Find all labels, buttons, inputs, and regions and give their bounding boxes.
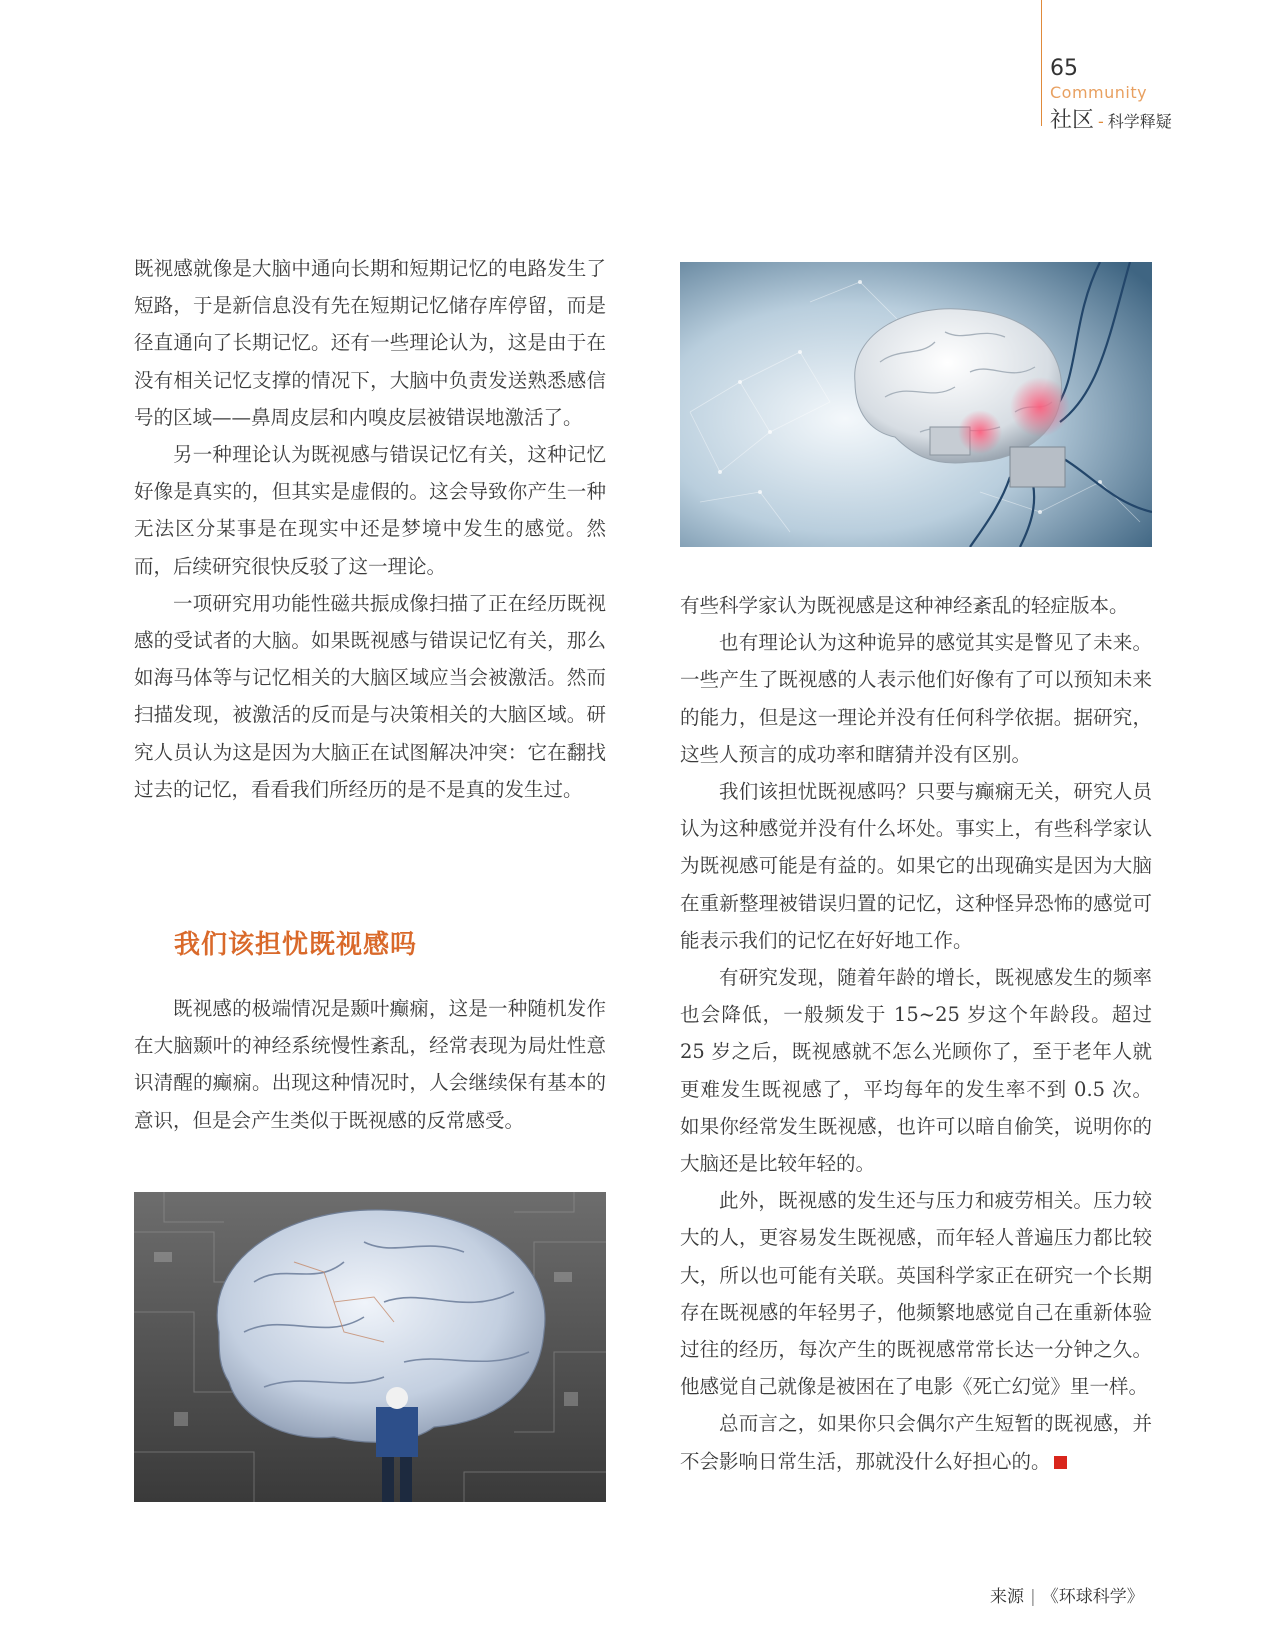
paragraph: 既视感的极端情况是颞叶癫痫，这是一种随机发作在大脑颞叶的神经系统慢性紊乱，经常表现为局灶性意识清醒的癫痫。出现这种情况时，人会继续保有基本的意识，但是会产生类似于既视感的反常感受。 [134,997,606,1132]
paragraph: 我们该担忧既视感吗？只要与癫痫无关，研究人员认为这种感觉并没有什么坏处。事实上，有些科学家认为既视感可能是有益的。如果它的出现确实是因为大脑在重新整理被错误归置的记忆，这种怪异恐怖的感觉可能表示我们的记忆在好好地工作。 [680,780,1152,952]
source-separator: | [1030,1587,1036,1607]
section-subtitle: 科学释疑 [1107,112,1172,131]
section-name-zh: 社区 [1050,108,1095,133]
article-subheading: 我们该担忧既视感吗 [174,930,418,960]
section-dash: - [1098,112,1104,131]
paragraph-final-text: 总而言之，如果你只会偶尔产生短暂的既视感，并不会影响日常生活，那就没什么好担心的。 [680,1412,1152,1473]
paragraph: 既视感就像是大脑中通向长期和短期记忆的电路发生了短路，于是新信息没有先在短期记忆储存库停留，而是径直通向了长期记忆。还有一些理论认为，这是由于在没有相关记忆支撑的情况下，大脑中负责发送熟悉感信号的区域——鼻周皮层和内嗅皮层被错误地激活了。 [134,257,606,429]
paragraph: 也有理论认为这种诡异的感觉其实是瞥见了未来。一些产生了既视感的人表示他们好像有了可以预知未来的能力，但是这一理论并没有任何科学依据。据研究，这些人预言的成功率和瞎猜并没有区别。 [680,631,1152,766]
paragraph: 有研究发现，随着年龄的增长，既视感发生的频率也会降低，一般频发于 15~25 岁这个年龄段。超过 25 岁之后，既视感就不怎么光顾你了，至于老年人就更难发生既视感了，平均每年的发生率不到 0.5 次。如果你经常发生既视感，也许可以暗自偷笑，说明你的大脑还是比较年轻的。 [680,966,1152,1176]
left-column-text-after-heading [134,990,606,1139]
right-column-text [680,587,1152,1480]
paragraph: 一项研究用功能性磁共振成像扫描了正在经历既视感的受试者的大脑。如果既视感与错误记忆有关，那么如海马体等与记忆相关的大脑区域应当会被激活。然而扫描发现，被激活的反而是与决策相关的大脑区域。研究人员认为这是因为大脑正在试图解决冲突：它在翻找过去的记忆，看看我们所经历的是不是真的发生过。 [134,591,606,801]
source-credit [990,1582,1144,1607]
section-name-en: Community [1050,83,1148,102]
brain-worker-image [134,1192,606,1502]
source-value: 《环球科学》 [1041,1587,1144,1607]
header-divider [1041,0,1042,126]
paragraph-final [680,1405,1152,1479]
paragraph: 此外，既视感的发生还与压力和疲劳相关。压力较大的人，更容易发生既视感，而年轻人普遍压力都比较大，所以也可能有关联。英国科学家正在研究一个长期存在既视感的年轻男子，他频繁地感觉自己在重新体验过往的经历，每次产生的既视感常常长达一分钟之久。他感觉自己就像是被困在了电影《死亡幻觉》里一样。 [680,1189,1152,1399]
brain-illustration [680,262,1152,547]
paragraph: 有些科学家认为既视感是这种神经紊乱的轻症版本。 [680,594,1129,617]
paragraph: 另一种理论认为既视感与错误记忆有关，这种记忆好像是真实的，但其实是虚假的。这会导致你产生一种无法区分某事是在现实中还是梦境中发生的感觉。然而，后续研究很快反驳了这一理论。 [134,443,606,578]
source-label: 来源 [990,1587,1024,1607]
giant-brain-illustration [134,1192,606,1502]
brain-circuit-image [680,262,1152,547]
page-number: 65 [1050,56,1078,81]
end-mark-icon: S [1054,1456,1067,1469]
left-column-text [134,250,606,808]
section-title [1050,103,1172,134]
